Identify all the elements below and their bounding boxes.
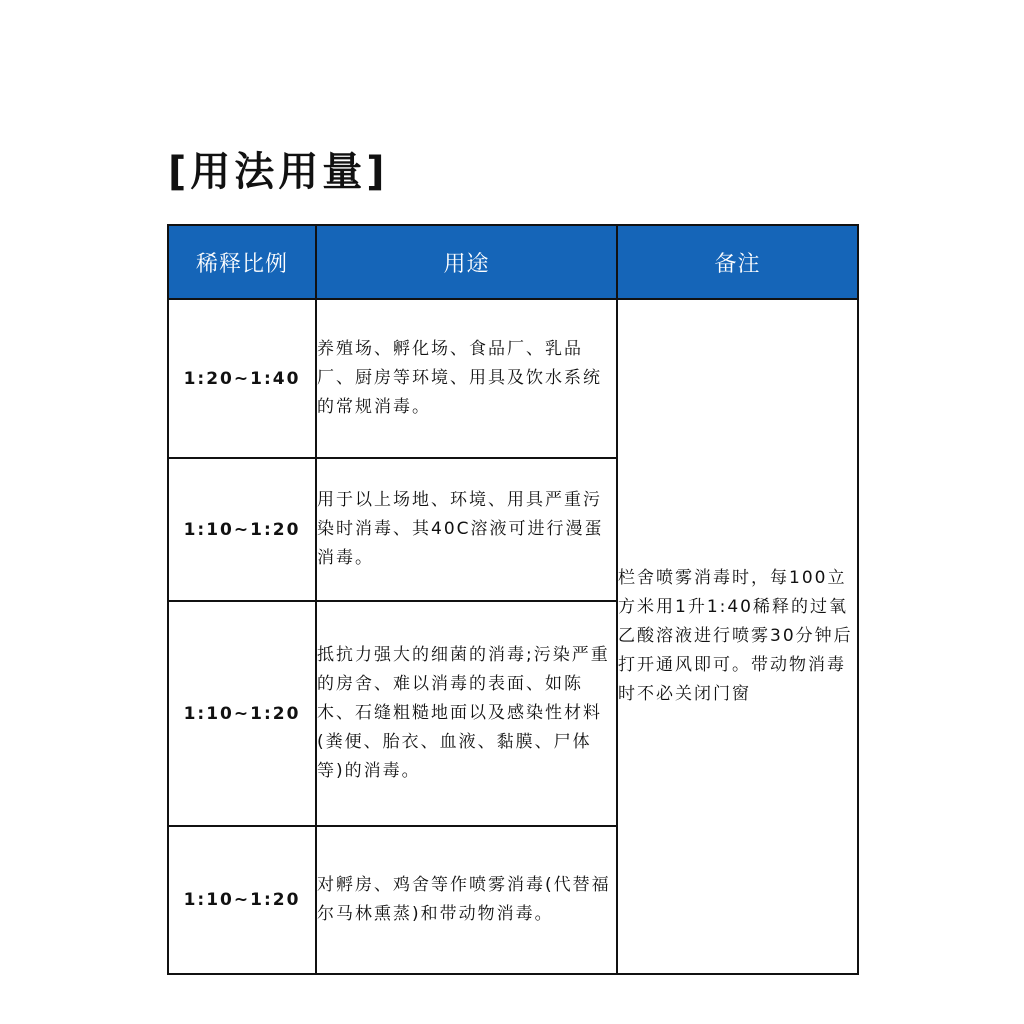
ratio-cell: 1:10~1:20 (168, 458, 316, 601)
header-usage: 用途 (316, 225, 617, 299)
usage-cell: 对孵房、鸡舍等作喷雾消毒(代替福尔马林熏蒸)和带动物消毒。 (316, 826, 617, 974)
usage-dosage-table (167, 224, 859, 975)
table-header-row (168, 225, 858, 299)
usage-cell: 用于以上场地、环境、用具严重污染时消毒、其40C溶液可进行漫蛋消毒。 (316, 458, 617, 601)
ratio-cell: 1:20~1:40 (168, 299, 316, 458)
usage-cell: 养殖场、孵化场、食品厂、乳品厂、厨房等环境、用具及饮水系统的常规消毒。 (316, 299, 617, 458)
page-title: [用法用量] (168, 149, 389, 195)
ratio-cell: 1:10~1:20 (168, 826, 316, 974)
notes-cell: 栏舍喷雾消毒时，每100立方米用1升1:40稀释的过氧乙酸溶液进行喷雾30分钟后打开通风即可。带动物消毒时不必关闭门窗 (617, 299, 858, 974)
usage-cell: 抵抗力强大的细菌的消毒;污染严重的房舍、难以消毒的表面、如陈木、石缝粗糙地面以及感染性材料(粪便、胎衣、血液、黏膜、尸体等)的消毒。 (316, 601, 617, 826)
table-row (168, 299, 858, 458)
ratio-cell: 1:10~1:20 (168, 601, 316, 826)
header-notes: 备注 (617, 225, 858, 299)
header-dilution-ratio: 稀释比例 (168, 225, 316, 299)
